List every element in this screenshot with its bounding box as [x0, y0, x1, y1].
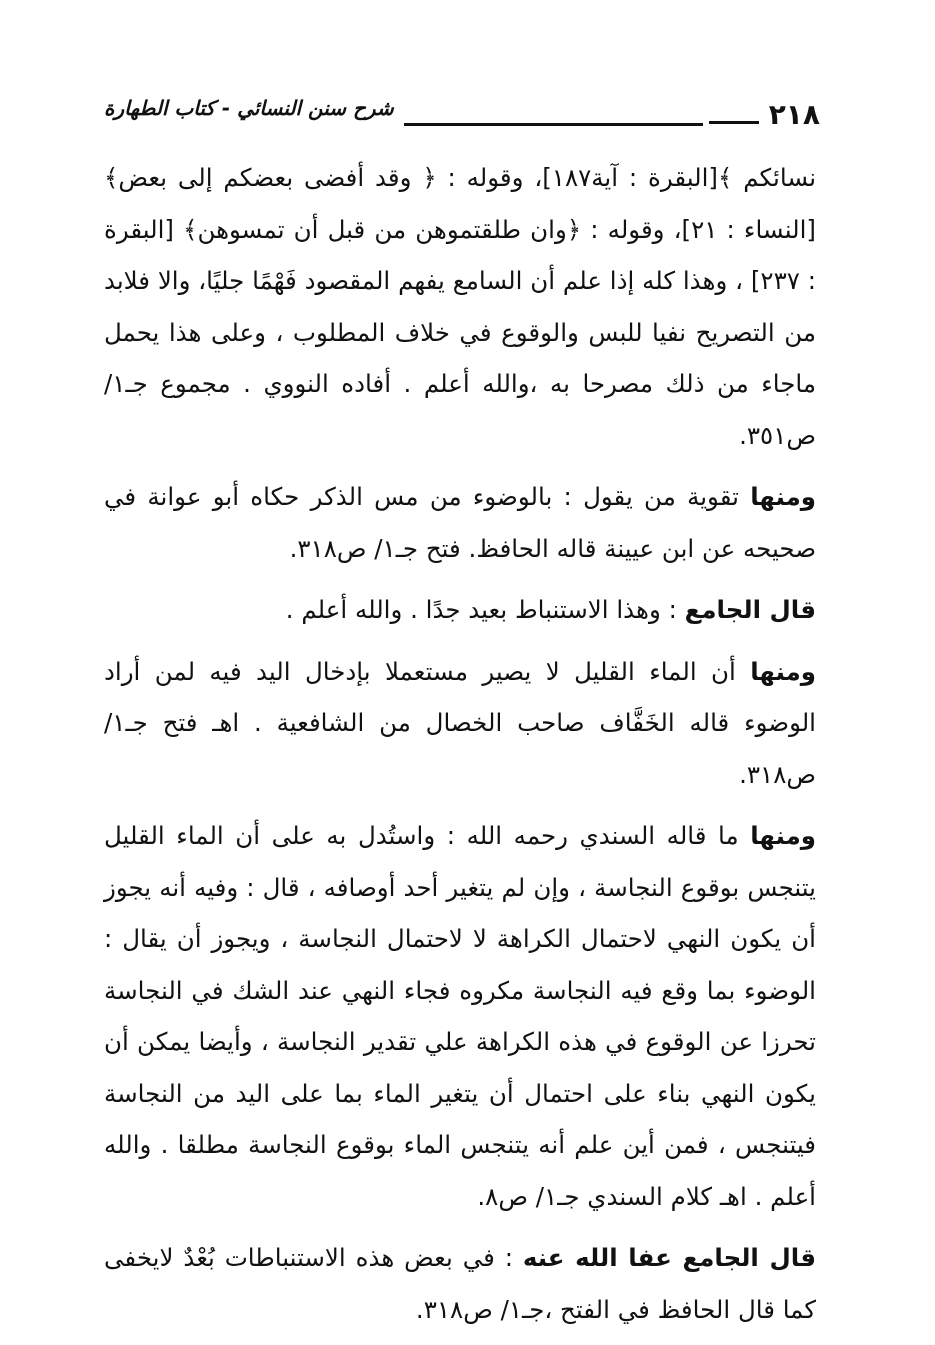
paragraph-text: نسائكم ﴾[البقرة : آية١٨٧]، وقوله : ﴿ وقد أفضى بعضكم إلى بعض﴾ [النساء : ٢١]، وقوله : ﴿وان طلقتموهن من قبل أن تمسوهن﴾ [البقرة : ٢٣٧] ، وهذا كله إذا علم أن السامع يفهم المقصود فَهْمًا جليًا، والا فلابد من التصريح نفيا للبس والوقوع في خلاف المطلوب ، وعلى هذا يحمل ماجاء من ذلك مصرحا به ،والله أعلم . أفاده النووي . مجموع جـ١/ ص٣٥١. [104, 163, 817, 450]
paragraph [104, 646, 816, 801]
paragraph [104, 152, 816, 461]
running-title: شرح سنن النسائي - كتاب الطهارة [104, 96, 394, 120]
paragraph [104, 810, 816, 1222]
paragraph-lead: ومنها [750, 482, 816, 511]
paragraph [104, 471, 816, 574]
page-header [100, 92, 820, 132]
page-number: ٢١٨ [768, 98, 820, 131]
paragraph-text: أن الماء القليل لا يصير مستعملا بإدخال اليد فيه لمن أراد الوضوء قاله الخَفَّاف صاحب الخصال من الشافعية . اهـ فتح جـ١/ ص٣١٨. [104, 656, 816, 789]
paragraph [104, 1232, 816, 1335]
paragraph [104, 584, 816, 636]
paragraph-text: تقوية من يقول : بالوضوء من مس الذكر حكاه أبو عوانة في صحيحه عن ابن عيينة قاله الحافظ. فتح جـ١/ ص٣١٨. [104, 482, 816, 563]
paragraph-text: : في بعض هذه الاستنباطات بُعْدٌ لايخفى كما قال الحافظ في الفتح ،جـ١/ ص٣١٨. [104, 1243, 816, 1324]
paragraph-lead: ومنها [750, 656, 816, 686]
paragraph-lead: ومنها [750, 821, 816, 850]
paragraph-lead: قال الجامع عفا الله عنه [522, 1243, 816, 1272]
page-body [104, 152, 816, 1345]
paragraph-text: ما قاله السندي رحمه الله : واستُدل به على أن الماء القليل يتنجس بوقوع النجاسة ، وإن لم يتغير أحد أوصافه ، قال : وفيه أنه يجوز أن يكون النهي لاحتمال الكراهة لا لاحتمال النجاسة ، ويجوز أن يقال : الوضوء بما وقع فيه النجاسة مكروه فجاء النهي عند الشك في النجاسة تحرزا عن الوقوع في هذه الكراهة علي تقدير النجاسة ، وأيضا يمكن أن يكون النهي بناء على احتمال أن يتغير الماء بما على اليد من النجاسة فيتنجس ، فمن أين علم أنه يتنجس الماء بوقوع النجاسة مطلقا . والله أعلم . اهـ كلام السندي جـ١/ ص٨. [104, 821, 816, 1211]
header-dash [709, 121, 759, 124]
header-rule [404, 123, 703, 126]
paragraph-lead: قال الجامع [684, 595, 816, 624]
paragraph-text: : وهذا الاستنباط بعيد جدًا . والله أعلم . [285, 595, 685, 624]
